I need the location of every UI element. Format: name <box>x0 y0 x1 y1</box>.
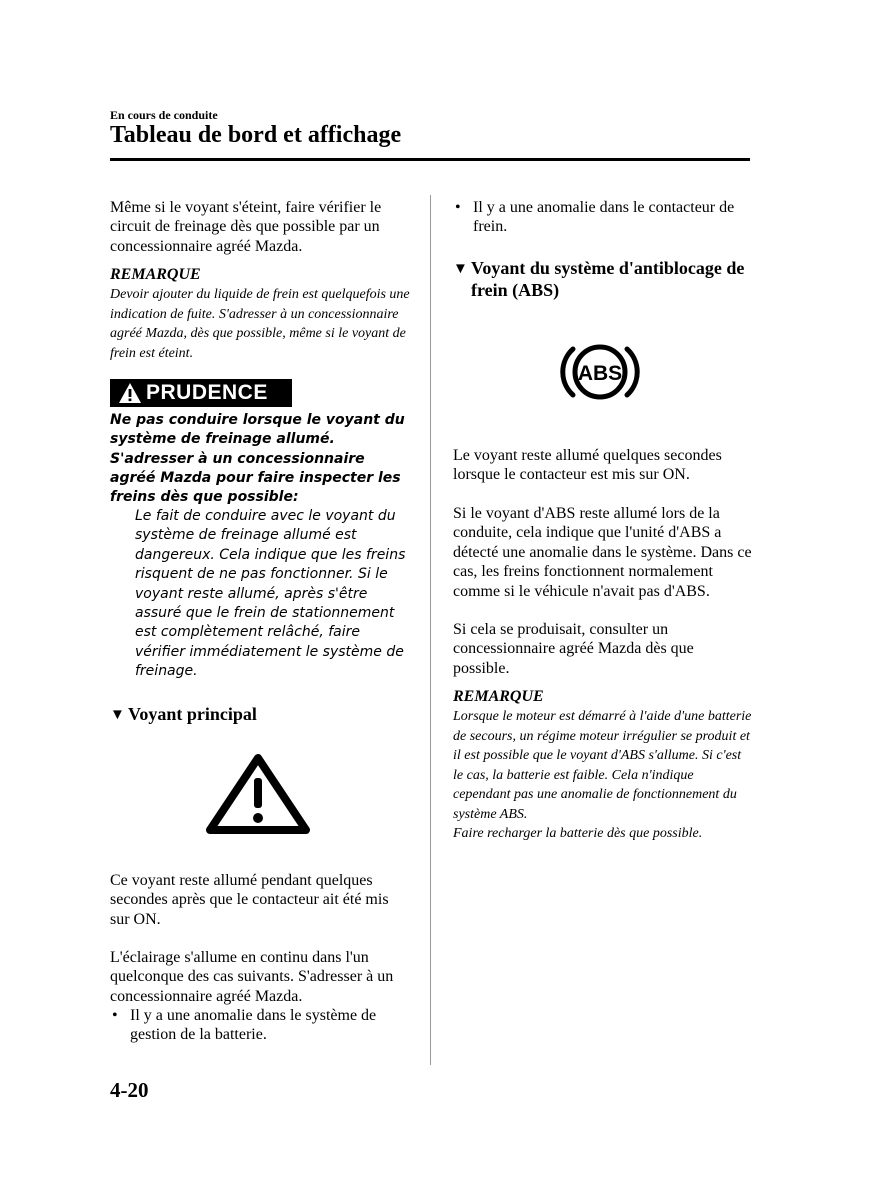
abs-paragraph-1: Le voyant reste allumé quelques secondes lorsque le contacteur est mis sur ON. <box>453 447 722 484</box>
caution-detail-text: Le fait de conduire avec le voyant du système de freinage allumé est dangereux. Cela indique que les freins risquent de ne pas fonctionner. Si le voyant reste allumé, après s'être assuré que le frein de stationnement est complètement relâché, faire vérifier immédiatement le système de freinage. <box>135 508 406 680</box>
note-block-1 <box>110 265 410 363</box>
section-label: En cours de conduite <box>110 108 218 122</box>
list-item <box>453 198 749 237</box>
abs-heading-text: Voyant du système d'antiblocage de frein (ABS) <box>471 258 745 300</box>
master-warning-heading <box>110 703 410 726</box>
note-text: Lorsque le moteur est démarré à l'aide d'une batterie de secours, un régime moteur irrégulier se produit et il est possible que le voyant d'ABS s'allume. Si c'est le cas, la batterie est faible. Cela n'indique cependant pas une anomalie de fonctionnement du système ABS. <box>453 709 752 822</box>
abs-icon-label: ABS <box>577 362 623 385</box>
warning-icon <box>118 382 142 404</box>
abs-heading <box>453 257 753 301</box>
title-divider <box>110 158 750 161</box>
note-text-2: Faire recharger la batterie dès que possible. <box>453 826 703 841</box>
master-paragraph-2: L'éclairage s'allume en continu dans l'un quelconque des cas suivants. S'adresser à un concessionnaire agréé Mazda. <box>110 949 394 1005</box>
abs-paragraph-2: Si le voyant d'ABS reste allumé lors de la conduite, cela indique que l'unité d'ABS a détecté une anomalie dans le système. Dans ce cas, les freins fonctionnent normalement comme si le véhicule n'avait pas d'ABS. <box>453 505 752 600</box>
note-title: REMARQUE <box>453 688 544 705</box>
page-title: Tableau de bord et affichage <box>110 122 402 148</box>
master-paragraph-1: Ce voyant reste allumé pendant quelques secondes après que le contacteur ait été mis sur ON. <box>110 872 389 928</box>
triangle-marker-icon: ▼ <box>453 261 468 277</box>
list-item <box>110 1006 410 1045</box>
caution-label: PRUDENCE <box>146 381 268 404</box>
caution-badge <box>110 379 292 407</box>
note-text: Devoir ajouter du liquide de frein est quelquefois une indication de fuite. S'adresser à un concessionnaire agréé Mazda, dès que possible, même si le voyant de frein est éteint. <box>110 287 410 361</box>
page-number: 4-20 <box>110 1078 149 1102</box>
caution-bold-text: Ne pas conduire lorsque le voyant du système de freinage allumé. S'adresser à un concessionnaire agréé Mazda pour faire inspecter les freins dès que possible: <box>110 412 405 506</box>
triangle-marker-icon: ▼ <box>110 707 125 723</box>
intro-paragraph: Même si le voyant s'éteint, faire vérifier le circuit de freinage dès que possible par un concessionnaire agréé Mazda. <box>110 199 382 255</box>
list-item-text: Il y a une anomalie dans le contacteur de frein. <box>473 199 735 236</box>
note-title: REMARQUE <box>110 266 201 283</box>
abs-paragraph-3: Si cela se produisait, consulter un concessionnaire agréé Mazda dès que possible. <box>453 621 694 677</box>
note-block-2 <box>453 687 753 844</box>
abs-warning-icon <box>557 339 643 405</box>
master-warning-icon <box>204 752 312 838</box>
list-item-text: Il y a une anomalie dans le système de gestion de la batterie. <box>130 1007 377 1044</box>
master-warning-heading-text: Voyant principal <box>128 704 257 724</box>
bullet-icon: • <box>112 1007 118 1024</box>
column-divider <box>430 195 431 1065</box>
bullet-icon: • <box>455 199 461 216</box>
